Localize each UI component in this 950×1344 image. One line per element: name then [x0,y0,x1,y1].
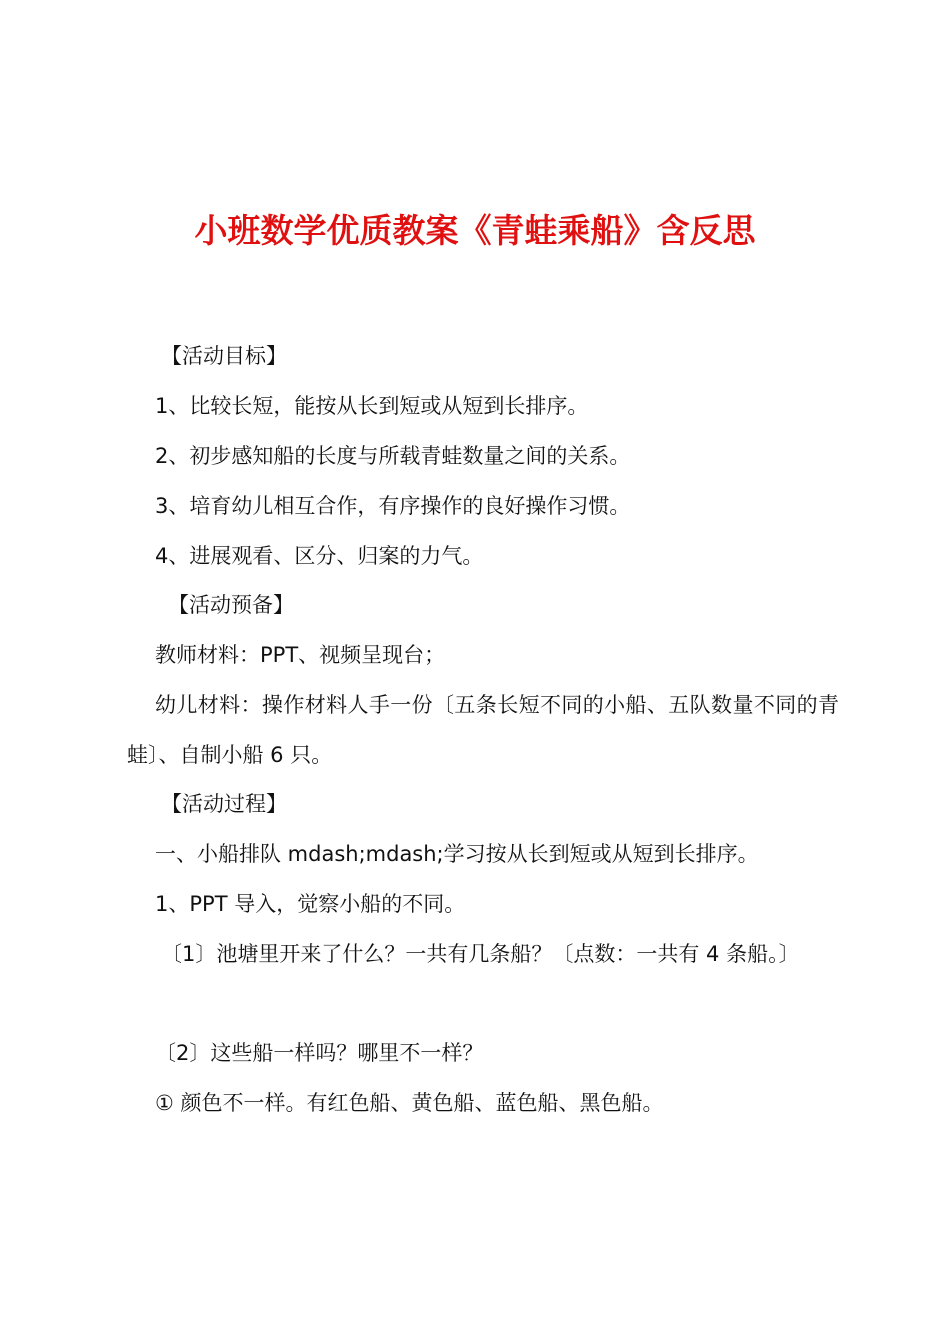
paragraph: ① 颜色不一样。有红色船、黄色船、蓝色船、黑色船。 [155,1091,664,1115]
paragraph: 1、PPT 导入，觉察小船的不同。 [155,892,466,916]
paragraph: 1、比较长短，能按从长到短或从短到长排序。 [155,394,589,418]
section-heading-preparation: 【活动预备】 [168,593,294,617]
paragraph: 2、初步感知船的长度与所载青蛙数量之间的关系。 [155,444,631,468]
section-heading-process: 【活动过程】 [161,792,287,816]
paragraph: 3、培育幼儿相互合作，有序操作的良好操作习惯。 [155,494,631,518]
paragraph: 〔2〕这些船一样吗？哪里不一样？ [155,1041,484,1065]
paragraph: 〔1〕池塘里开来了什么？一共有几条船？〔点数：一共有 4 条船。〕 [161,942,800,966]
paragraph: 幼儿材料：操作材料人手一份〔五条长短不同的小船、五队数量不同的青蛙〕、自制小船 6 只。 [127,693,839,767]
document-title: 小班数学优质教案《青蛙乘船》含反思 [194,211,756,250]
paragraph: 4、进展观看、区分、归案的力气。 [155,544,484,568]
section-heading-goals: 【活动目标】 [161,344,287,368]
paragraph: 教师材料：PPT、视频呈现台； [155,643,446,667]
paragraph: 一、小船排队 mdash;mdash;学习按从长到短或从短到长排序。 [155,842,759,866]
